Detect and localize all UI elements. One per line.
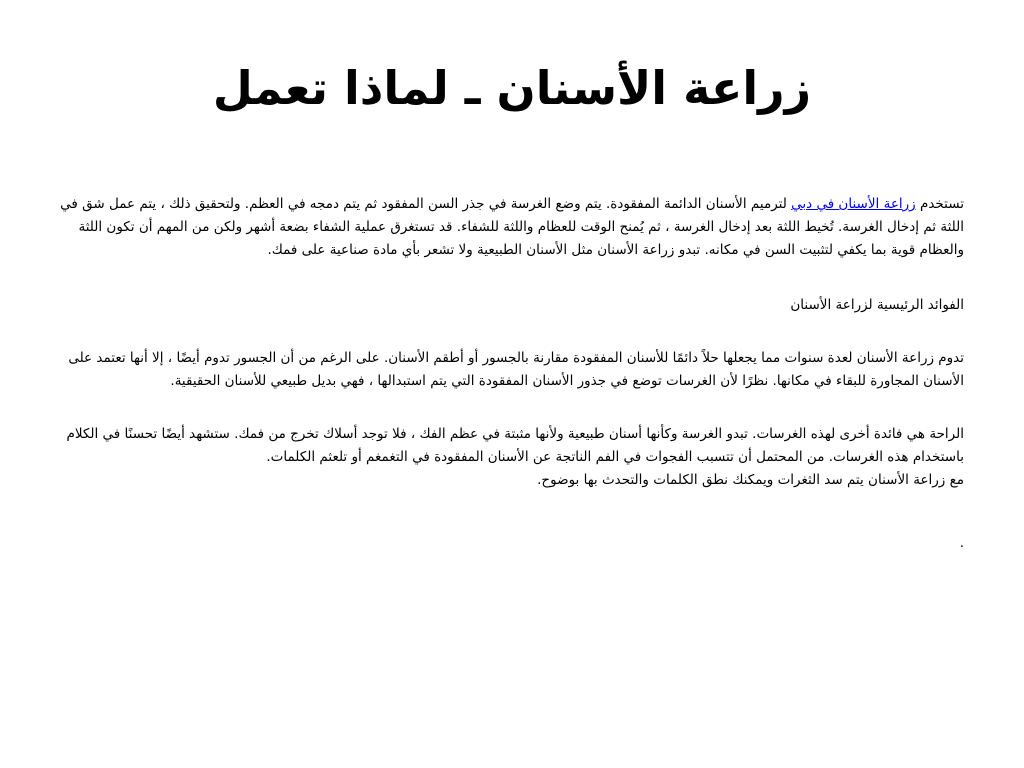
durability-paragraph: تدوم زراعة الأسنان لعدة سنوات مما يجعلها حلاً دائمًا للأسنان المفقودة مقارنة بالجسور أو أطقم الأسنان. على الرغم من أن الجسور تدوم أيضًا ، إلا أنها تعتمد على الأسنان المجاورة للبقاء في مكانها. نظرًا لأن الغرسات توضع في جذور الأسنان المفقودة التي يتم استبدالها ، فهي بديل طبيعي للأسنان الحقيقية. [68, 350, 964, 389]
intro-text-before-link: تستخدم [915, 196, 964, 212]
dental-implants-dubai-link[interactable]: زراعة الأسنان في دبي [791, 196, 916, 212]
benefits-heading: الفوائد الرئيسية لزراعة الأسنان [790, 297, 964, 313]
slide-title: زراعة الأسنان ـ لماذا تعمل [212, 61, 812, 115]
comfort-paragraph [58, 423, 964, 492]
comfort-text-conclusion: مع زراعة الأسنان يتم سد الثغرات ويمكنك نطق الكلمات والتحدث بها بوضوح. [537, 472, 964, 488]
intro-text-after-link: لترميم الأسنان الدائمة المفقودة. يتم وضع الغرسة في جذر السن المفقود ثم يتم دمجه في العظم. ولتحقيق ذلك ، يتم عمل شق في اللثة ثم إدخال الغرسة. تُخيط اللثة بعد إدخال الغرسة ، ثم يُمنح الوقت للعظام واللثة للشفاء. قد تستغرق عملية الشفاء بضعة أشهر ولكن من المهم أن تكون اللثة والعظام قوية بما يكفي لتثبيت السن في مكانه. تبدو زراعة الأسنان مثل الأسنان الطبيعية ولا تشعر بأي مادة صناعية على فمك. [60, 196, 964, 258]
intro-paragraph [58, 193, 964, 262]
trailing-dot: . [959, 535, 964, 551]
slide-content [58, 193, 964, 555]
comfort-text: الراحة هي فائدة أخرى لهذه الغرسات. تبدو الغرسة وكأنها أسنان طبيعية ولأنها مثبتة في عظم الفك ، فلا توجد أسلاك تخرج من فمك. ستشهد أيضًا تحسنًا في الكلام باستخدام هذه الغرسات. من المحتمل أن تتسبب الفجوات في الفم الناتجة عن الأسنان المفقودة في التغمغم أو تلعثم الكلمات. [66, 426, 964, 465]
